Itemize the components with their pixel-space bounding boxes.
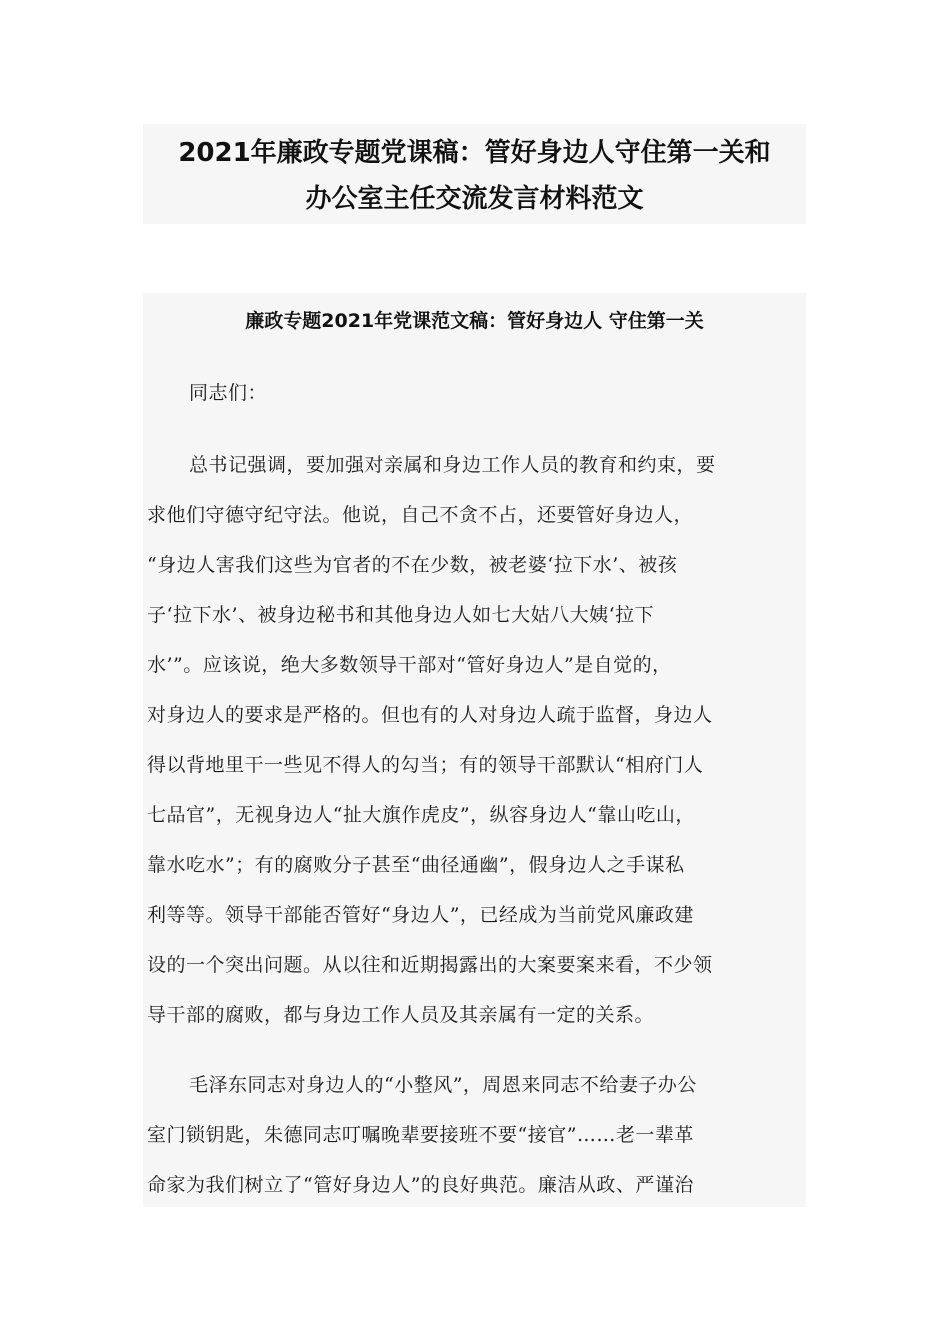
paragraph-2-line: 命家为我们树立了“管好身边人”的良好典范。廉洁从政、严谨治 xyxy=(147,1174,694,1196)
paragraph-1-line: 利等等。领导干部能否管好“身边人”，已经成为当前党风廉政建 xyxy=(147,904,694,926)
paragraph-1-line: 总书记强调，要加强对亲属和身边工作人员的教育和约束，要 xyxy=(189,454,716,476)
paragraph-1-line: “身边人害我们这些为官者的不在少数，被老婆‘拉下水’、被孩 xyxy=(147,554,678,576)
paragraph-1-line: 七品官”，无视身边人“扯大旗作虎皮”，纵容身边人“靠山吃山， xyxy=(147,804,695,826)
paragraph-1-line: 得以背地里干一些见不得人的勾当；有的领导干部默认“相府门人 xyxy=(147,754,704,776)
paragraph-1-line: 设的一个突出问题。从以往和近期揭露出的大案要案来看，不少领 xyxy=(147,954,713,976)
paragraph-1-line: 水’”。应该说，绝大多数领导干部对“管好身边人”是自觉的， xyxy=(147,654,672,676)
paragraph-1-line: 求他们守德守纪守法。他说，自己不贪不占，还要管好身边人， xyxy=(147,504,694,526)
section-subtitle: 廉政专题2021年党课范文稿：管好身边人 守住第一关 xyxy=(245,310,704,332)
paragraph-1-line: 对身边人的要求是严格的。但也有的人对身边人疏于监督，身边人 xyxy=(147,704,713,726)
document-title xyxy=(143,124,806,224)
document-body xyxy=(143,293,806,1207)
title-line-1: 2021年廉政专题党课稿：管好身边人守住第一关和 xyxy=(178,138,771,168)
title-line-2: 办公室主任交流发言材料范文 xyxy=(305,184,644,214)
paragraph-2-line: 室门锁钥匙，朱德同志叮嘱晚辈要接班不要“接官”……老一辈革 xyxy=(147,1124,694,1146)
paragraph-1-line: 靠水吃水”；有的腐败分子甚至“曲径通幽”，假身边人之手谋私 xyxy=(147,854,685,876)
paragraph-1-line: 导干部的腐败，都与身边工作人员及其亲属有一定的关系。 xyxy=(147,1004,655,1026)
paragraph-2-line: 毛泽东同志对身边人的“小整风”，周恩来同志不给妻子办公 xyxy=(189,1074,697,1096)
paragraph-1-line: 子‘拉下水’、被身边秘书和其他身边人如七大姑八大姨‘拉下 xyxy=(147,604,655,626)
greeting: 同志们： xyxy=(189,382,268,404)
